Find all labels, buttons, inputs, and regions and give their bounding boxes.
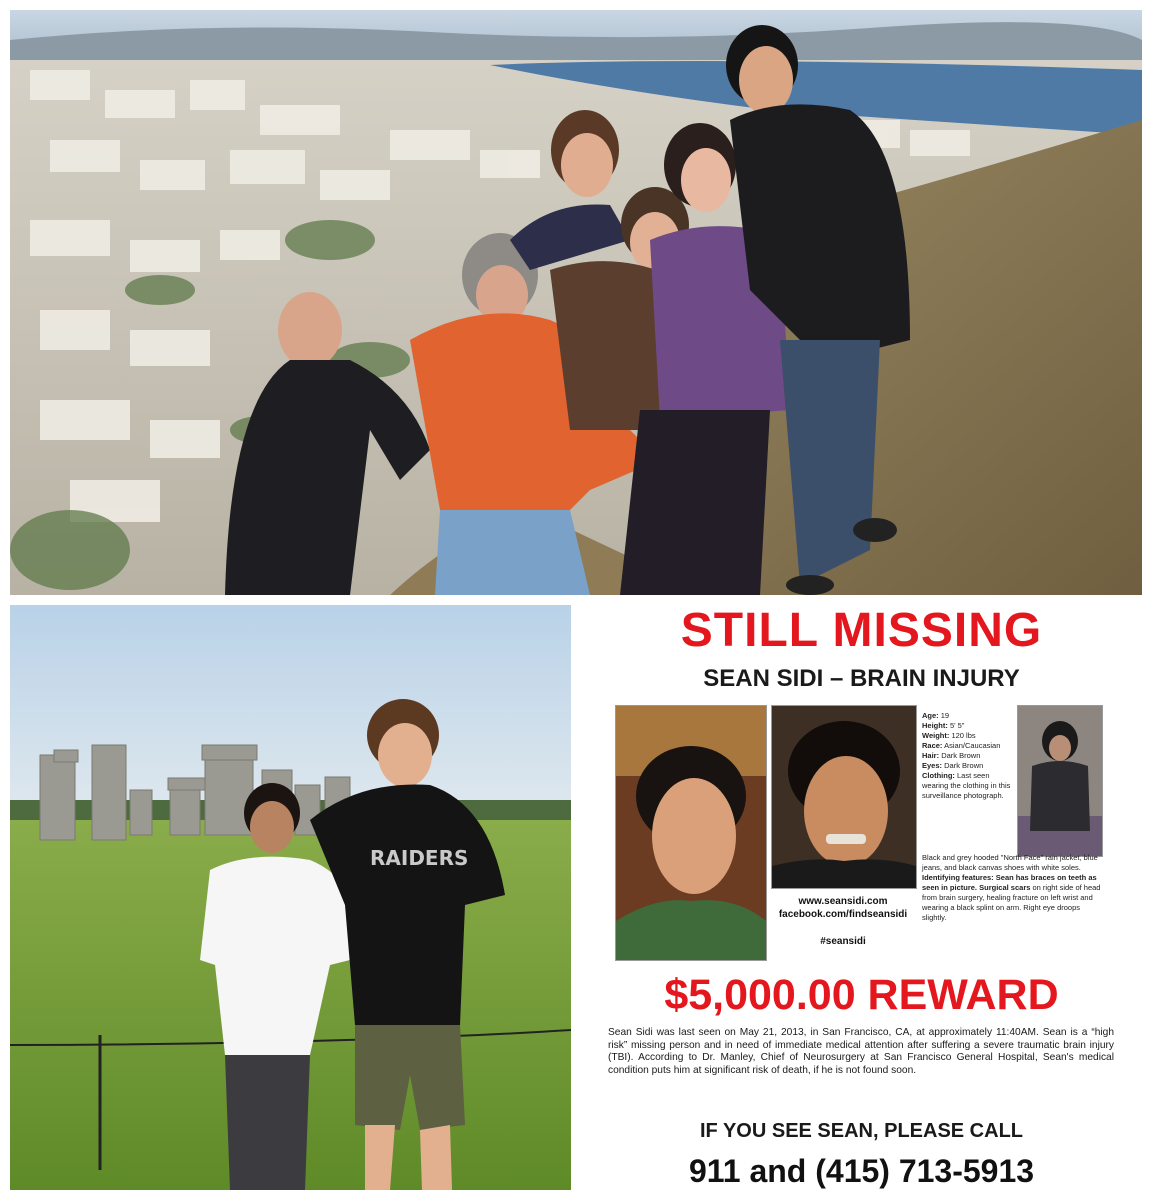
fact-age: Age: 19 bbox=[922, 711, 950, 720]
family-photo bbox=[10, 10, 1142, 595]
missing-story: Sean Sidi was last seen on May 21, 2013, in San Francisco, CA, at approximately 11:40AM. Sean is a “high risk” missing person and in need of immediate medical attention after suffering a severe traumatic brain injury (TBI). According to Dr. Manley, Chief of Neurosurgery at San Francisco General Hospital, Sean's medical condition puts him at significant risk of death, if he is not found soon. bbox=[608, 1027, 1114, 1076]
website-link[interactable]: www.seansidi.com bbox=[798, 896, 888, 907]
flyer-links bbox=[771, 895, 915, 948]
raiders-shirt-text: RAIDERS bbox=[370, 846, 469, 870]
flyer-subtitle: SEAN SIDI – BRAIN INJURY bbox=[703, 665, 1020, 692]
contact-phone: 911 and (415) 713-5913 bbox=[688, 1153, 1035, 1189]
call-instruction: IF YOU SEE SEAN, PLEASE CALL bbox=[699, 1120, 1024, 1142]
fact-height: Height: 5' 5" bbox=[922, 721, 965, 730]
family-photo-illustration bbox=[10, 10, 1142, 595]
stonehenge-photo-illustration bbox=[10, 605, 571, 1190]
fact-eyes: Eyes: Dark Brown bbox=[922, 761, 984, 770]
fact-weight: Weight: 120 lbs bbox=[922, 731, 976, 740]
missing-person-flyer bbox=[581, 605, 1142, 1190]
clothing-detail: Black and grey hooded "North Face" rain jacket, blue jeans, and black canvas shoes with white soles. bbox=[922, 853, 1098, 872]
fact-clothing: Clothing: Last seen wearing the clothing in this surveillance photograph. bbox=[922, 771, 1011, 800]
surveillance-photo bbox=[1017, 705, 1103, 857]
portrait-photo-1 bbox=[615, 705, 767, 961]
fact-race: Race: Asian/Caucasian bbox=[922, 741, 1001, 750]
portrait-photo-2 bbox=[771, 705, 917, 889]
hashtag: #seansidi bbox=[820, 936, 866, 947]
fact-hair: Hair: Dark Brown bbox=[922, 751, 981, 760]
reward-amount: $5,000.00 REWARD bbox=[664, 971, 1059, 1019]
stonehenge-photo bbox=[10, 605, 571, 1190]
clothing-and-features bbox=[922, 853, 1102, 923]
flyer-title: STILL MISSING bbox=[680, 604, 1043, 657]
identifying-features: Identifying features: Sean has braces on teeth as seen in picture. Surgical scars on right side of head from brain surgery, healing fracture on left wrist and wearing a black splint on arm. Right eye droops slightly. bbox=[922, 873, 1101, 922]
physical-description bbox=[922, 711, 1014, 801]
facebook-link[interactable]: facebook.com/findseansidi bbox=[778, 909, 908, 920]
